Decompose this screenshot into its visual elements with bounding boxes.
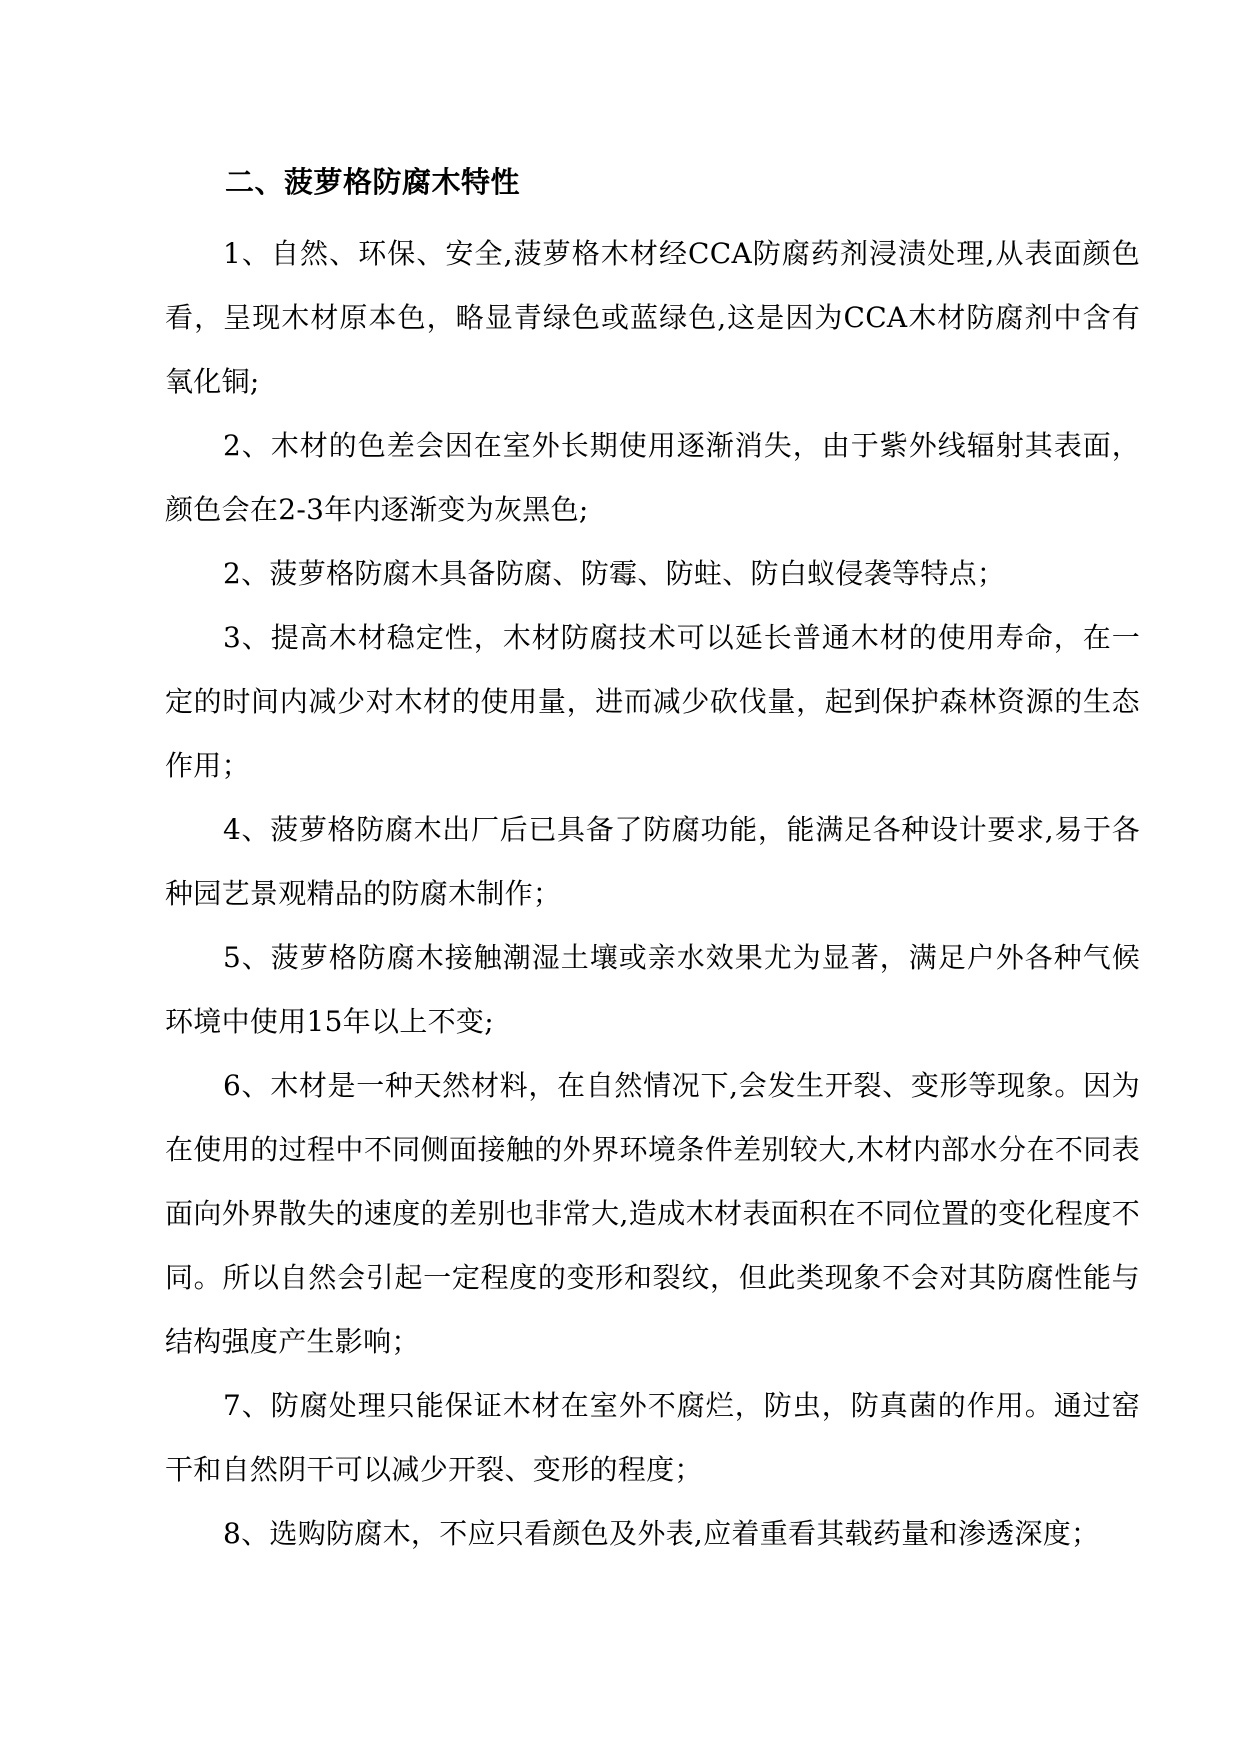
paragraph-7: 6、木材是一种天然材料，在自然情况下,会发生开裂、变形等现象。因为在使用的过程中不同侧面接触的外界环境条件差别较大,木材内部水分在不同表面向外界散失的速度的差别也非常大,造成木材表面积在不同位置的变化程度不同。所以自然会引起一定程度的变形和裂纹，但此类现象不会对其防腐性能与结构强度产生影响； <box>165 1069 1140 1358</box>
paragraph-4: 3、提高木材稳定性，木材防腐技术可以延长普通木材的使用寿命，在一定的时间内减少对木材的使用量，进而减少砍伐量，起到保护森林资源的生态作用； <box>165 621 1140 782</box>
paragraph-3: 2、菠萝格防腐木具备防腐、防霉、防蛀、防白蚁侵袭等特点； <box>223 557 1006 590</box>
paragraph-8: 7、防腐处理只能保证木材在室外不腐烂，防虫，防真菌的作用。通过窑干和自然阴干可以减少开裂、变形的程度； <box>165 1389 1140 1486</box>
paragraph-2: 2、木材的色差会因在室外长期使用逐渐消失，由于紫外线辐射其表面，颜色会在2-3年内逐渐变为灰黑色; <box>165 429 1140 526</box>
paragraph-9: 8、选购防腐木，不应只看颜色及外表,应着重看其载药量和渗透深度； <box>223 1517 1100 1550</box>
document-body <box>165 160 1140 1566</box>
paragraph-5: 4、菠萝格防腐木出厂后已具备了防腐功能，能满足各种设计要求,易于各种园艺景观精品的防腐木制作； <box>165 813 1140 910</box>
section-heading: 二、菠萝格防腐木特性 <box>225 165 521 199</box>
paragraph-1: 1、自然、环保、安全,菠萝格木材经CCA防腐药剂浸渍处理,从表面颜色看，呈现木材原本色，略显青绿色或蓝绿色,这是因为CCA木材防腐剂中含有氧化铜; <box>165 237 1140 398</box>
paragraph-6: 5、菠萝格防腐木接触潮湿土壤或亲水效果尤为显著，满足户外各种气候环境中使用15年以上不变; <box>165 941 1140 1038</box>
